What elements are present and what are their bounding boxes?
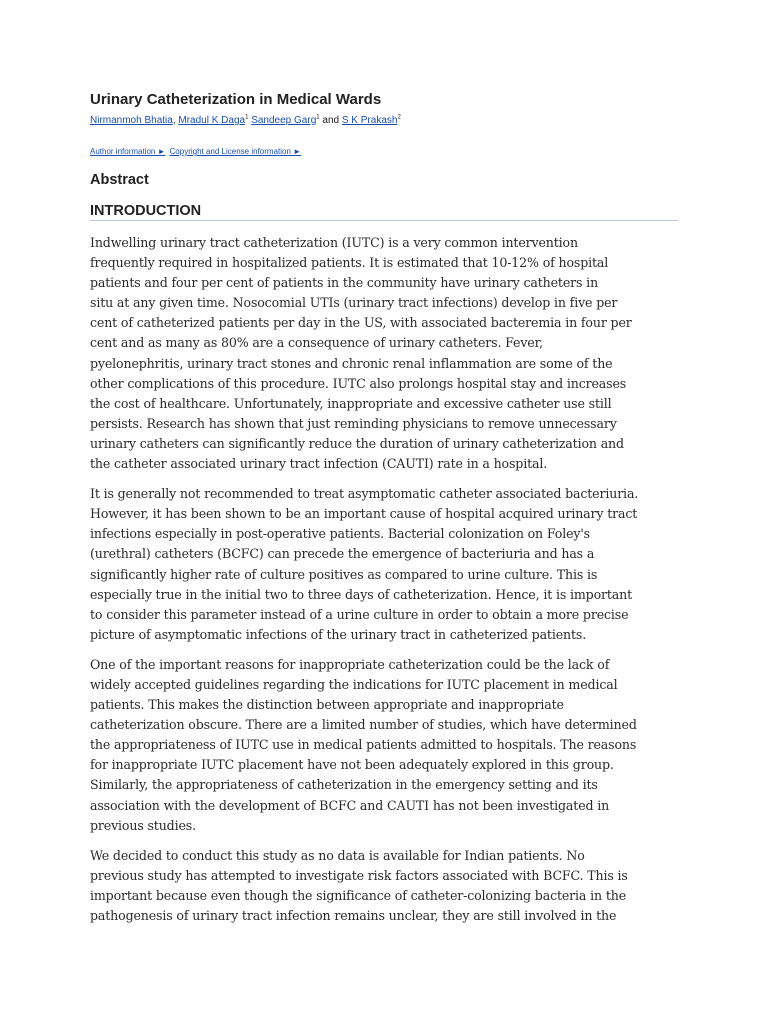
text-line: the catheter associated urinary tract infection (CAUTI) rate in a hospital. [90, 456, 548, 472]
text-line: significantly higher rate of culture positives as compared to urine culture. This is [90, 566, 598, 582]
author-link-3[interactable]: S K Prakash [341, 115, 398, 126]
text-line: infections especially in post-operative patients. Bacterial colonization on Foley's [90, 526, 590, 542]
author-separator: , [172, 115, 179, 126]
article-body [90, 233, 680, 936]
text-line: picture of asymptomatic infections of the urinary tract in catheterized patients. [90, 626, 587, 642]
text-line: Indwelling urinary tract catheterization (IUTC) is a very common intervention [90, 235, 578, 250]
paragraph [90, 846, 680, 926]
text-line: frequently required in hospitalized patients. It is estimated that 10-12% of hospital [90, 255, 609, 271]
article-title: Urinary Catheterization in Medical Wards [90, 91, 382, 108]
text-line: other complications of this procedure. IUTC also prolongs hospital stay and increases [90, 375, 627, 391]
author-link-2[interactable]: Sandeep Garg [251, 115, 317, 126]
text-line: the cost of healthcare. Unfortunately, inappropriate and excessive catheter use still [90, 395, 612, 411]
text-line: catheterization obscure. There are a limited number of studies, which have determined [90, 717, 637, 733]
text-line: urinary catheters can significantly reduce the duration of urinary catheterization and [90, 435, 624, 451]
text-line: previous studies. [90, 817, 196, 833]
text-line: cent of catheterized patients per day in the US, with associated bacteremia in four per [90, 315, 632, 331]
text-line: pathogenesis of urinary tract infection remains unclear, they are still involved in the [90, 908, 617, 923]
text-line: (urethral) catheters (BCFC) can precede the emergence of bacteriuria and has a [90, 546, 595, 562]
text-line: especially true in the initial two to three days of catheterization. Hence, it is important [90, 586, 633, 602]
paragraph [90, 484, 680, 645]
text-line: previous study has attempted to investigate risk factors associated with BCFC. This is [90, 867, 628, 883]
author-affiliation-2: 1 [316, 114, 320, 121]
text-line: It is generally not recommended to treat asymptomatic catheter associated bacteriuria. [90, 486, 639, 502]
text-line: Similarly, the appropriateness of catheterization in the emergency setting and its [90, 777, 598, 793]
author-information-link[interactable]: Author information ► [90, 147, 166, 156]
text-line: the appropriateness of IUTC use in medical patients admitted to hospitals. The reasons [90, 737, 637, 753]
text-line: to consider this parameter instead of a urine culture in order to obtain a more precise [90, 606, 629, 622]
abstract-heading: Abstract [90, 172, 149, 188]
text-line: patients and four per cent of patients in the community have urinary catheters in [90, 275, 599, 291]
text-line: patients. This makes the distinction between appropriate and inappropriate [90, 697, 564, 713]
text-line: association with the development of BCFC and CAUTI has not been investigated in [90, 797, 610, 813]
author-affiliation-1: 1 [245, 114, 249, 121]
text-line: situ at any given time. Nosocomial UTIs (urinary tract infections) develop in five per [90, 295, 618, 311]
text-line: However, it has been shown to be an important cause of hospital acquired urinary tract [90, 506, 638, 522]
text-line: cent and as many as 80% are a consequence of urinary catheters. Fever, [90, 335, 543, 351]
author-link-1[interactable]: Mradul K Daga [178, 115, 246, 126]
text-line: for inappropriate IUTC placement have not been adequately explored in this group. [90, 757, 614, 773]
author-affiliation-3: 2 [397, 114, 401, 121]
paragraph [90, 233, 680, 474]
author-link-0[interactable]: Nirmanmoh Bhatia [90, 115, 173, 126]
text-line: We decided to conduct this study as no data is available for Indian patients. No [90, 847, 585, 863]
info-links [90, 147, 301, 156]
text-line: widely accepted guidelines regarding the indications for IUTC placement in medical [90, 676, 618, 692]
copyright-license-link[interactable]: Copyright and License information ► [169, 147, 302, 156]
author-separator: and [319, 115, 342, 126]
paragraph [90, 655, 680, 836]
text-line: pyelonephritis, urinary tract stones and chronic renal inflammation are some of the [90, 355, 613, 371]
introduction-heading: INTRODUCTION [90, 203, 678, 221]
text-line: important because even though the significance of catheter-colonizing bacteria in the [90, 887, 627, 903]
author-list [90, 115, 401, 126]
text-line: persists. Research has shown that just reminding physicians to remove unnecessary [90, 415, 617, 431]
text-line: One of the important reasons for inappropriate catheterization could be the lack of [90, 656, 610, 672]
